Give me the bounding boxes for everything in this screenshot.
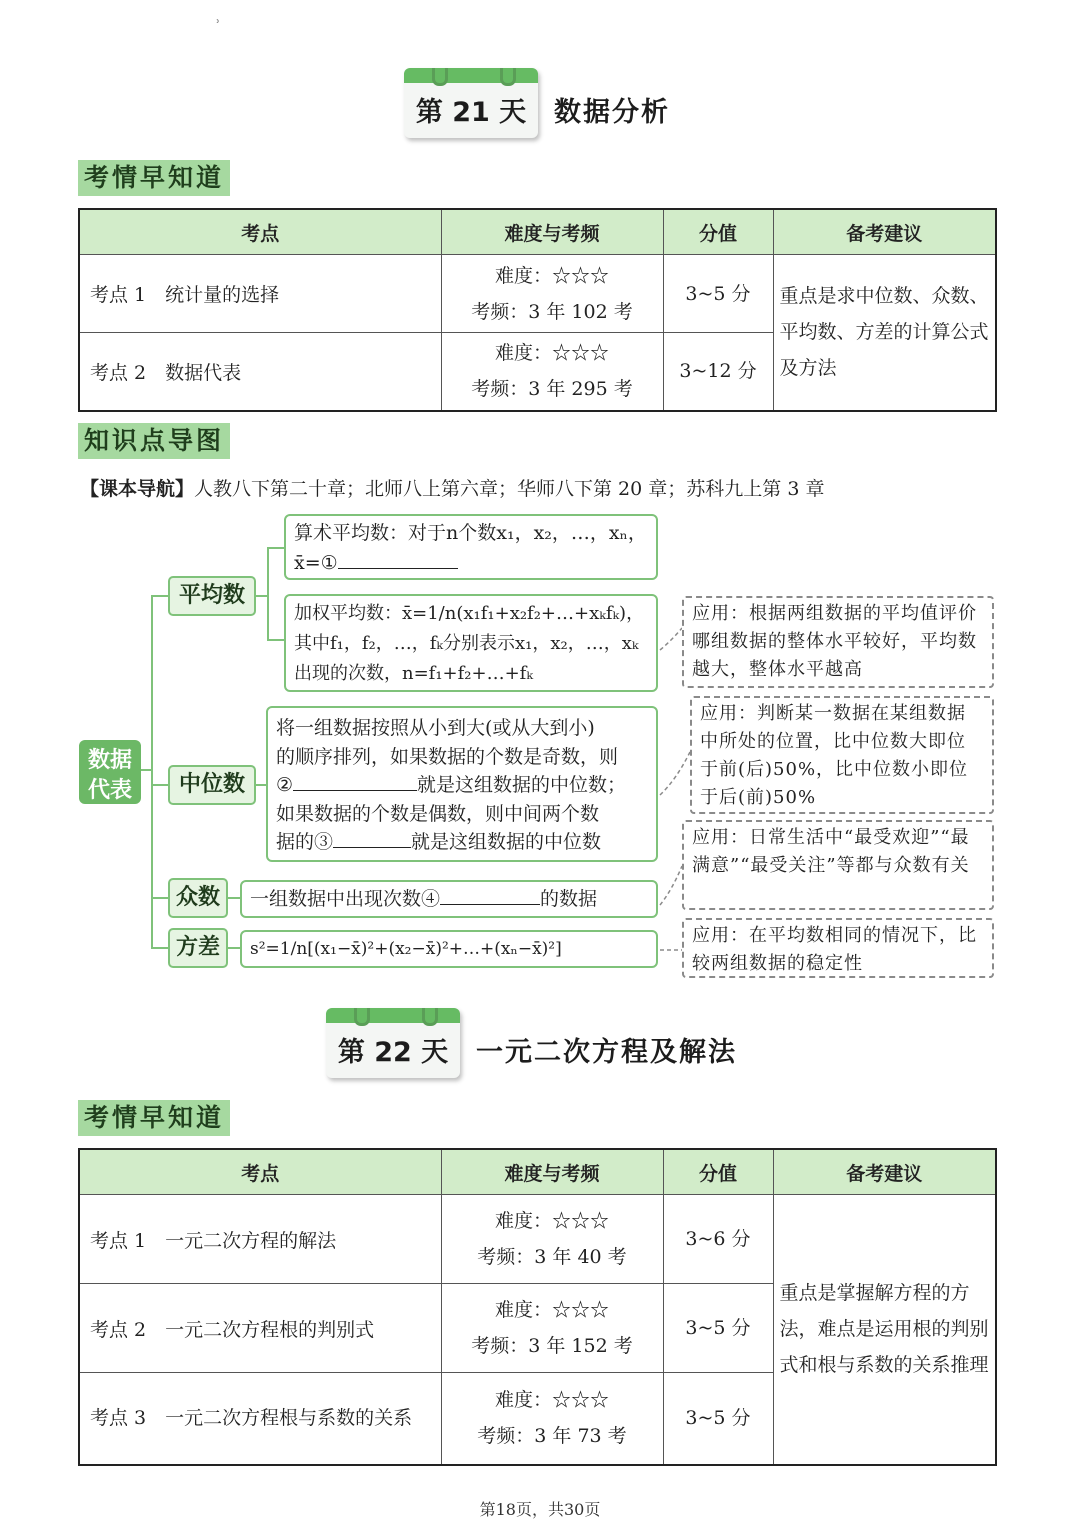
node-variance: 方差 <box>168 928 228 968</box>
section-exam-info-22: 考情早知道 <box>78 1100 230 1136</box>
page-mark: ʾ <box>216 18 221 34</box>
table-cell-score: 3~12 分 <box>663 333 773 411</box>
th-score: 分值 <box>663 1149 773 1195</box>
box-arith-mean: 算术平均数：对于n个数x₁，x₂，…，xₙ， x̄=① <box>284 514 658 580</box>
th-point: 考点 <box>79 209 441 255</box>
th-advice: 备考建议 <box>773 1149 996 1195</box>
th-difficulty: 难度与考频 <box>441 1149 663 1195</box>
table-cell-score: 3~5 分 <box>663 255 773 333</box>
box-mode: 一组数据中出现次数④ 的数据 <box>240 880 658 918</box>
exam-table-22 <box>78 1148 997 1466</box>
box-weighted-mean: 加权平均数：x̄=1/n(x₁f₁+x₂f₂+…+xₖfₖ)， 其中f₁，f₂，…，fₖ分别表示x₁，x₂，…，xₖ 出现的次数，n=f₁+f₂+…+fₖ <box>284 594 658 692</box>
day22-title: 一元二次方程及解法 <box>476 1037 737 1068</box>
table-cell-difficulty: 难度：☆☆☆ 考频：3 年 40 考 <box>441 1195 663 1284</box>
nav-text: 人教八下第二十章；北师八上第六章；华师八下第 20 章；苏科九上第 3 章 <box>194 478 825 500</box>
th-point: 考点 <box>79 1149 441 1195</box>
table-cell-difficulty: 难度：☆☆☆ 考频：3 年 152 考 <box>441 1284 663 1373</box>
table-cell-advice: 重点是掌握解方程的方法，难点是运用根的判别式和根与系数的关系推理 <box>773 1195 996 1465</box>
section-mindmap: 知识点导图 <box>78 423 230 459</box>
table-cell-point: 考点 3 一元二次方程根与系数的关系 <box>79 1373 441 1465</box>
table-cell-point: 考点 2 一元二次方程根的判别式 <box>79 1284 441 1373</box>
day21-label: 第 21 天 <box>415 97 527 128</box>
day22-banner <box>326 1008 766 1078</box>
page-footer: 第18页，共30页 <box>479 1500 601 1519</box>
box-median: 将一组数据按照从小到大(或从大到小) 的顺序排列，如果数据的个数是奇数，则 ② 就是这组数据的中位数； 如果数据的个数是偶数，则中间两个数 据的③ 就是这组数据的中位数 <box>266 706 658 862</box>
app-mode: 应用：日常生活中“最受欢迎”“最满意”“最受关注”等都与众数有关 <box>682 820 994 910</box>
calendar-icon <box>326 1008 460 1078</box>
node-mode: 众数 <box>168 878 228 918</box>
table-cell-point: 考点 2 数据代表 <box>79 333 441 411</box>
table-cell-advice: 重点是求中位数、众数、平均数、方差的计算公式及方法 <box>773 255 996 411</box>
day22-label: 第 22 天 <box>337 1037 449 1068</box>
th-score: 分值 <box>663 209 773 255</box>
table-cell-difficulty: 难度：☆☆☆ 考频：3 年 295 考 <box>441 333 663 411</box>
th-advice: 备考建议 <box>773 209 996 255</box>
node-mean: 平均数 <box>168 576 256 616</box>
table-cell-point: 考点 1 一元二次方程的解法 <box>79 1195 441 1284</box>
mindmap-root: 数据代表 <box>79 740 141 804</box>
day21-title: 数据分析 <box>554 97 670 128</box>
nav-label: 【课本导航】 <box>80 478 195 500</box>
table-cell-score: 3~5 分 <box>663 1284 773 1373</box>
table-cell-difficulty: 难度：☆☆☆ 考频：3 年 102 考 <box>441 255 663 333</box>
app-mean: 应用：根据两组数据的平均值评价哪组数据的整体水平较好，平均数越大，整体水平越高 <box>682 596 994 688</box>
table-cell-point: 考点 1 统计量的选择 <box>79 255 441 333</box>
section-exam-info-21: 考情早知道 <box>78 160 230 196</box>
table-cell-difficulty: 难度：☆☆☆ 考频：3 年 73 考 <box>441 1373 663 1465</box>
app-median: 应用：判断某一数据在某组数据中所处的位置，比中位数大即位于前(后)50%，比中位数小即位于后(前)50% <box>690 696 994 814</box>
table-cell-score: 3~5 分 <box>663 1373 773 1465</box>
app-variance: 应用：在平均数相同的情况下，比较两组数据的稳定性 <box>682 918 994 978</box>
th-difficulty: 难度与考频 <box>441 209 663 255</box>
table-cell-score: 3~6 分 <box>663 1195 773 1284</box>
node-median: 中位数 <box>168 765 256 805</box>
box-variance: s²=1/n[(x₁−x̄)²+(x₂−x̄)²+…+(xₙ−x̄)²] <box>240 930 658 968</box>
